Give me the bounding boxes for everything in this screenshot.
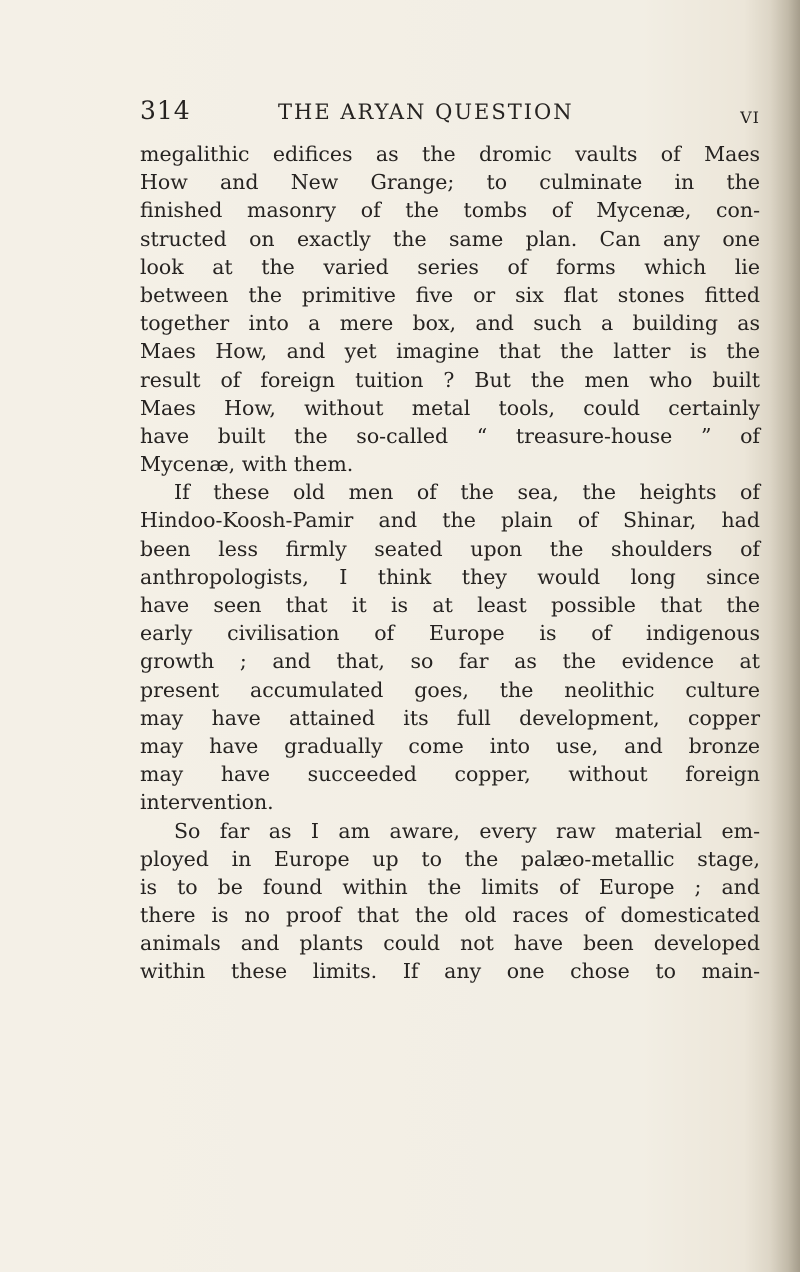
text-line: structed on exactly the same plan. Can any one	[140, 226, 760, 251]
text-line: result of foreign tuition ? But the men who built	[140, 367, 760, 392]
text-line: there is no proof that the old races of domesticated	[140, 903, 760, 928]
text-line: megalithic edifices as the dromic vaults of Maes	[140, 142, 760, 166]
text-line: may have gradually come into use, and bronze	[140, 733, 760, 758]
text-line: together into a mere box, and such a building as	[140, 311, 760, 336]
text-line: growth ; and that, so far as the evidence at	[140, 649, 760, 674]
text-line: have built the so-called “ treasure-house ” of	[140, 423, 760, 448]
text-line-paragraph-start: So far as I am aware, every raw material em-	[174, 818, 760, 843]
text-line: been less firmly seated upon the shoulders of	[140, 536, 760, 561]
text-line: animals and plants could not have been developed	[140, 931, 760, 956]
text-line: Maes How, and yet imagine that the latter is the	[140, 339, 760, 364]
text-line: present accumulated goes, the neolithic culture	[140, 677, 760, 702]
page-header	[140, 96, 760, 136]
text-line: Maes How, without metal tools, could certainly	[140, 395, 760, 420]
text-line: may have succeeded copper, without foreign	[140, 762, 760, 787]
text-line: Hindoo-Koosh-Pamir and the plain of Shinar, had	[140, 508, 760, 533]
text-line: within these limits. If any one chose to main-	[140, 959, 760, 984]
text-line: ployed in Europe up to the palæo-metallic stage,	[140, 846, 760, 871]
text-line-paragraph-end: intervention.	[140, 790, 274, 815]
text-line: is to be found within the limits of Europe ; and	[140, 874, 760, 899]
text-line: between the primitive five or six flat stones fitted	[140, 282, 760, 307]
text-line: finished masonry of the tombs of Mycenæ, con-	[140, 198, 760, 223]
text-line-paragraph-start: If these old men of the sea, the heights of	[174, 480, 760, 505]
text-line: may have attained its full development, copper	[140, 705, 760, 730]
text-line: early civilisation of Europe is of indigenous	[140, 621, 760, 646]
text-line: How and New Grange; to culminate in the	[140, 170, 760, 195]
chapter-number: VI	[740, 108, 760, 127]
text-line: anthropologists, I think they would long since	[140, 564, 760, 589]
page-number: 314	[140, 96, 191, 125]
spine-shadow	[770, 0, 800, 1272]
body-text	[140, 140, 760, 986]
text-line: look at the varied series of forms which lie	[140, 254, 760, 279]
text-line-paragraph-end: Mycenæ, with them.	[140, 452, 354, 477]
running-head: THE ARYAN QUESTION	[278, 100, 574, 124]
text-line: have seen that it is at least possible that the	[140, 593, 760, 617]
